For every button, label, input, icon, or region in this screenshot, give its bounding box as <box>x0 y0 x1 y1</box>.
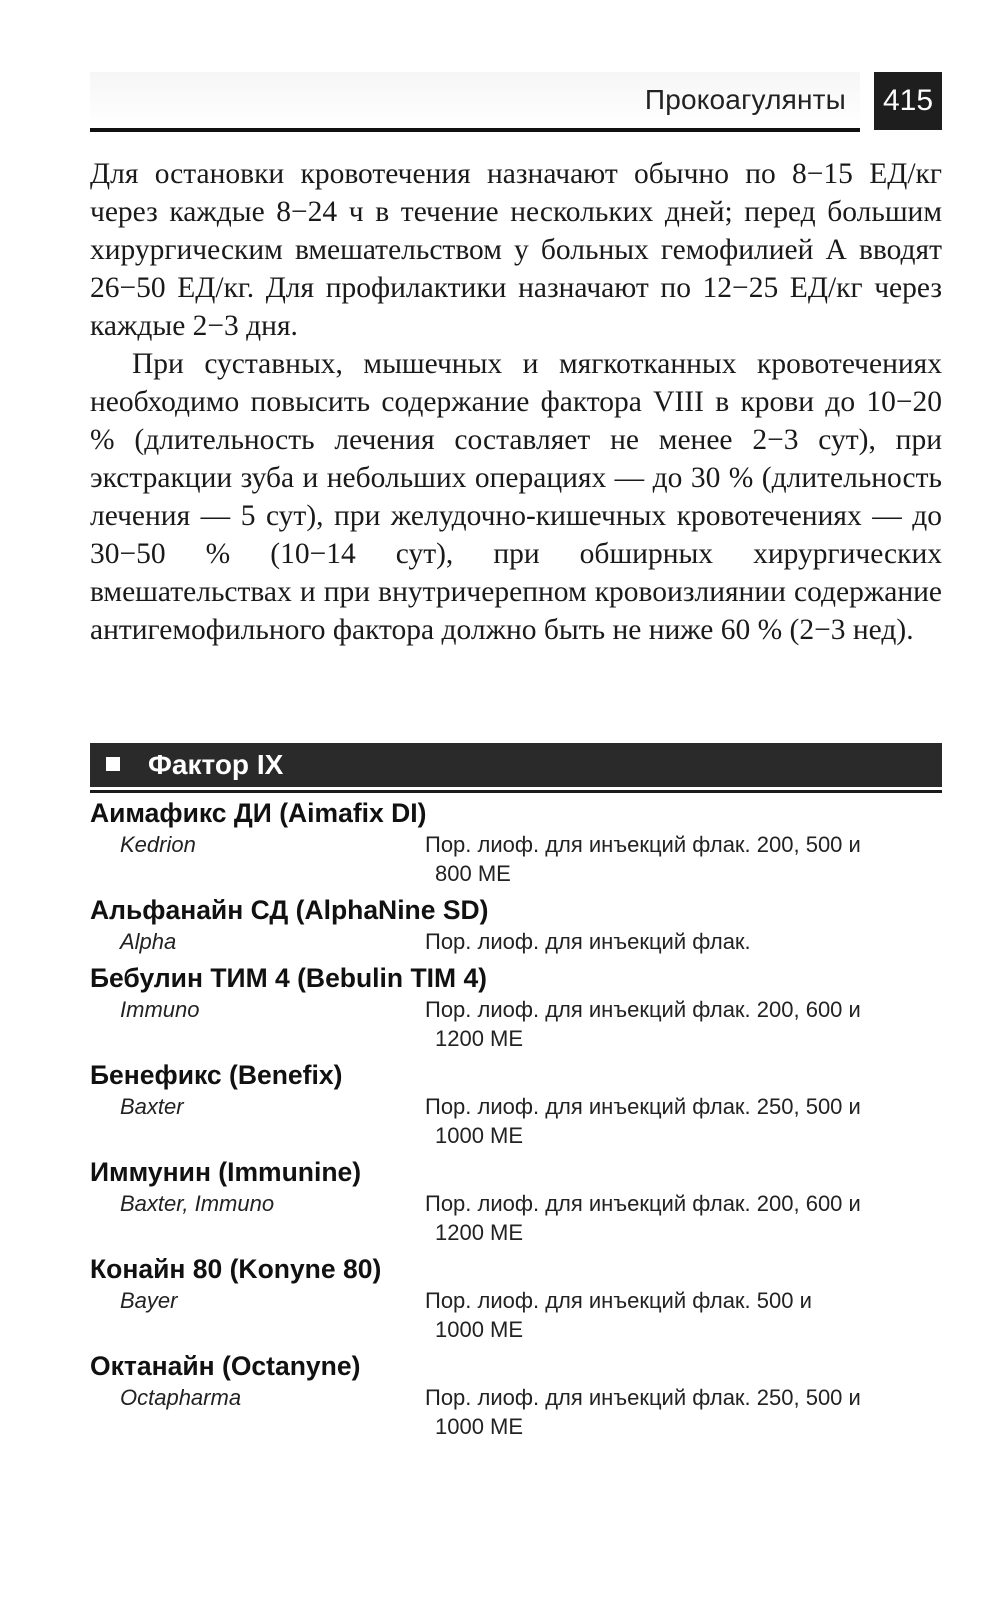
drug-entry <box>90 796 942 888</box>
manufacturer: Baxter, Immuno <box>120 1191 275 1216</box>
dosage-form-line: Пор. лиоф. для инъекций флак. 500 и <box>425 1288 812 1313</box>
drug-name: Аимафикс ДИ (Aimafix DI) <box>90 798 427 828</box>
manufacturer: Bayer <box>120 1288 178 1313</box>
drug-entry <box>90 1058 942 1150</box>
drug-name: Бебулин ТИМ 4 (Bebulin TIM 4) <box>90 963 488 993</box>
dosage-form-line: 1200 МЕ <box>435 1026 524 1051</box>
section-title: Фактор IX <box>148 749 284 780</box>
drug-details <box>90 1383 942 1441</box>
drug-details <box>90 830 942 888</box>
dosage-form <box>425 830 942 888</box>
dosage-form-line: 1000 МЕ <box>435 1414 524 1439</box>
dosage-form-line: Пор. лиоф. для инъекций флак. 250, 500 и <box>425 1094 861 1119</box>
manufacturer: Immuno <box>120 997 200 1022</box>
drug-list <box>90 796 942 1446</box>
dosage-form-line: 800 МЕ <box>435 861 511 886</box>
drug-name: Октанайн (Octanyne) <box>90 1351 361 1381</box>
manufacturer: Octapharma <box>120 1385 242 1410</box>
dosage-form <box>425 1092 942 1150</box>
book-page <box>90 0 942 1439</box>
dosage-form <box>425 1286 942 1344</box>
manufacturer: Kedrion <box>120 832 196 857</box>
drug-details <box>90 1092 942 1150</box>
dosage-form-line: Пор. лиоф. для инъекций флак. 200, 500 и <box>425 832 861 857</box>
dosage-form-line: Пор. лиоф. для инъекций флак. 200, 600 и <box>425 997 861 1022</box>
page-number: 415 <box>874 72 942 130</box>
drug-details <box>90 995 942 1053</box>
drug-entry <box>90 1155 942 1247</box>
drug-entry <box>90 893 942 956</box>
drug-entry <box>90 961 942 1053</box>
paragraph: Для остановки кровотечения назначают обычно по 8−15 ЕД/кг через каждые 8−24 ч в течение нескольких дней; перед большим хирургическим вмешательством у больных гемофилией А вводят 26−50 ЕД/кг. Для профилактики назначают по 12−25 ЕД/кг через каждые 2−3 дня. <box>90 158 942 342</box>
chapter-title: Прокоагулянты <box>644 84 846 115</box>
drug-name: Конайн 80 (Konyne 80) <box>90 1254 382 1284</box>
dosage-form-line: Пор. лиоф. для инъекций флак. 250, 500 и <box>425 1385 861 1410</box>
running-header <box>90 0 942 132</box>
dosage-form <box>425 927 942 956</box>
paragraph: При суставных, мышечных и мягкотканных кровотечениях необходимо повысить содержание фактора VIII в крови до 10−20 % (длительность лечения составляет не менее 2−3 сут), при экстракции зуба и небольших операциях — до 30 % (длительность лечения — 5 сут), при желудочно-кишечных кровотечениях — до 30−50 % (10−14 сут), при обширных хирургических вмешательствах и при внутричерепном кровоизлиянии содержание антигемофильного фактора должно быть не ниже 60 % (2−3 нед). <box>90 348 942 646</box>
drug-entry <box>90 1349 942 1441</box>
dosage-form-line: Пор. лиоф. для инъекций флак. 200, 600 и <box>425 1191 861 1216</box>
section-heading-bar <box>90 743 942 787</box>
body-text <box>90 155 942 649</box>
drug-name: Бенефикс (Benefix) <box>90 1060 343 1090</box>
dosage-form-line: Пор. лиоф. для инъекций флак. <box>425 929 751 954</box>
drug-name: Альфанайн СД (AlphaNine SD) <box>90 895 489 925</box>
manufacturer: Baxter <box>120 1094 184 1119</box>
drug-entry <box>90 1252 942 1344</box>
drug-details <box>90 1286 942 1344</box>
manufacturer: Alpha <box>120 929 177 954</box>
drug-details <box>90 1189 942 1247</box>
dosage-form <box>425 995 942 1053</box>
dosage-form-line: 1000 МЕ <box>435 1317 524 1342</box>
square-bullet-icon <box>106 757 120 771</box>
drug-details <box>90 927 942 956</box>
dosage-form <box>425 1383 942 1441</box>
dosage-form-line: 1200 МЕ <box>435 1220 524 1245</box>
dosage-form <box>425 1189 942 1247</box>
dosage-form-line: 1000 МЕ <box>435 1123 524 1148</box>
section-divider <box>90 790 942 793</box>
drug-name: Иммунин (Immunine) <box>90 1157 362 1187</box>
